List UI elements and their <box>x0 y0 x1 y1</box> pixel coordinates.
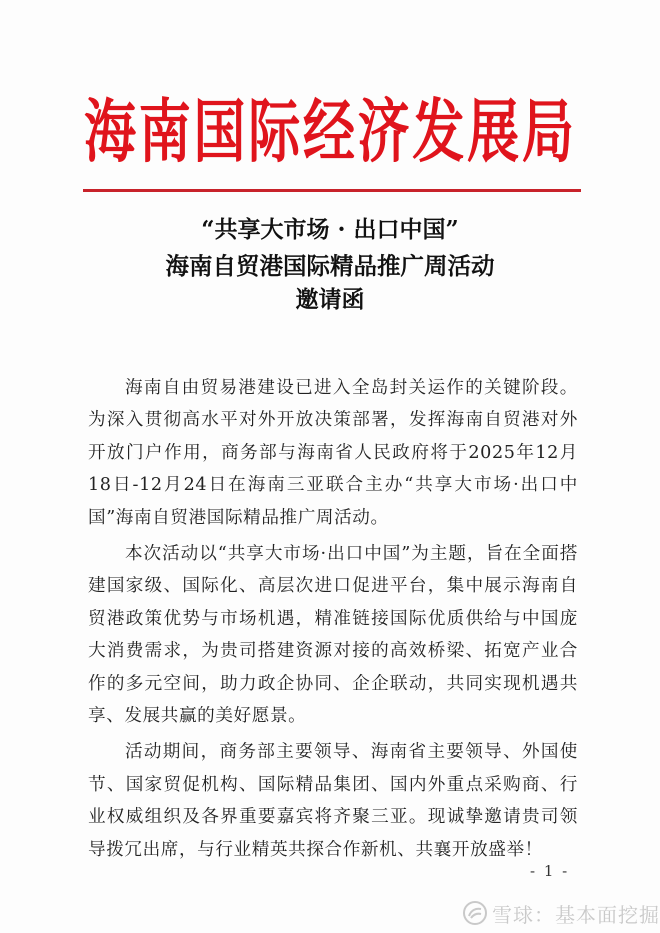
letterhead-title <box>84 93 574 173</box>
document-title-line-3: 邀请函 <box>295 286 365 313</box>
letterhead-char: 发 <box>412 93 465 173</box>
page-number: - 1 - <box>530 862 570 880</box>
letterhead-char: 南 <box>138 93 191 173</box>
letterhead-char: 际 <box>248 93 301 173</box>
letter-body <box>88 372 578 870</box>
body-paragraph: 本次活动以“共享大市场·出口中国”为主题，旨在全面搭建国家级、国际化、高层次进口促进平台，集中展示海南自贸港政策优势与市场机遇，精准链接国际优质供给与中国庞大消费需求，为贵司搭建资源对接的高效桥梁、拓宽产业合作的多元空间，助力政企协同、企企联动，共同实现机遇共享、发展共赢的美好愿景。 <box>88 544 578 727</box>
letterhead-char: 经 <box>302 93 355 173</box>
letterhead-char: 国 <box>193 93 246 173</box>
document-title-line-2: 海南自贸港国际精品推广周活动 <box>165 252 495 280</box>
body-paragraph: 活动期间，商务部主要领导、海南省主要领导、外国使节、国家贸促机构、国际精品集团、国内外重点采购商、行业权威组织及各界重要嘉宾将齐聚三亚。现诚挚邀请贵司领导拨冗出席，与行业精英共探合作新机、共襄开放盛举！ <box>88 742 578 860</box>
snowball-logo-icon <box>462 900 488 926</box>
watermark <box>462 898 660 928</box>
letterhead-char: 海 <box>84 93 137 173</box>
watermark-text: 雪球：基本面挖掘 <box>492 902 660 927</box>
letterhead-char: 局 <box>521 93 574 173</box>
letterhead-divider <box>83 189 581 192</box>
letterhead-char: 展 <box>467 93 520 173</box>
document-title-line-1: “共享大市场 · 出口中国” <box>201 216 459 243</box>
letterhead-char: 济 <box>357 93 410 173</box>
body-paragraph: 海南自由贸易港建设已进入全岛封关运作的关键阶段。为深入贯彻高水平对外开放决策部署，发挥海南自贸港对外开放门户作用，商务部与海南省人民政府将于2025年12月18日-12月24日在海南三亚联合主办“共享大市场·出口中国”海南自贸港国际精品推广周活动。 <box>88 378 578 528</box>
